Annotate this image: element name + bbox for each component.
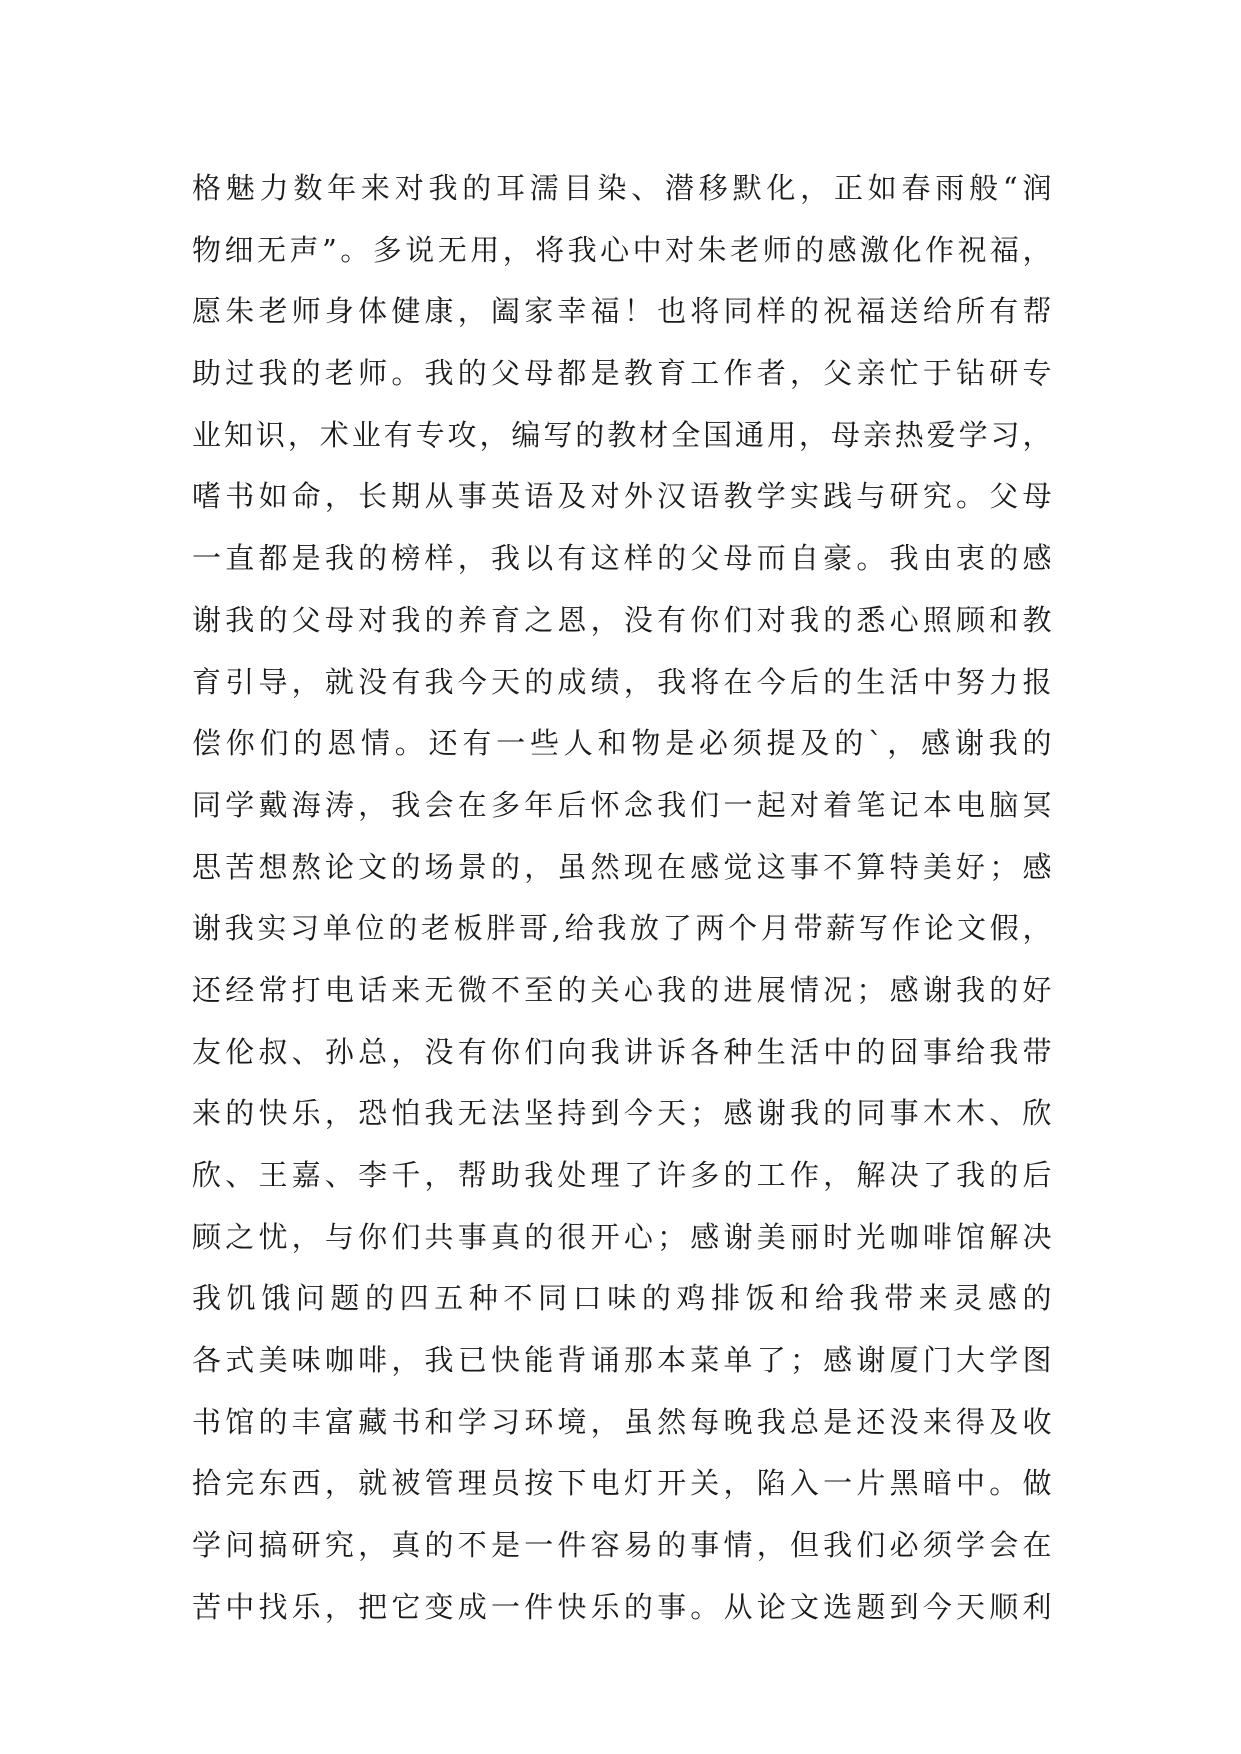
- body-paragraph: [192, 158, 1052, 1639]
- text-line: 友伦叔、孙总，没有你们向我讲诉各种生活中的囧事给我带: [192, 1034, 1052, 1069]
- text-line: 育引导，就没有我今天的成绩，我将在今后的生活中努力报: [192, 664, 1052, 699]
- text-line: 顾之忧，与你们共事真的很开心；感谢美丽时光咖啡馆解决: [192, 1219, 1052, 1254]
- text-line: 偿你们的恩情。还有一些人和物是必须提及的`，感谢我的: [192, 726, 1052, 761]
- text-line: 物细无声”。多说无用，将我心中对朱老师的感激化作祝福，: [192, 232, 1052, 267]
- text-line: 拾完东西，就被管理员按下电灯开关，陷入一片黑暗中。做: [192, 1466, 1052, 1501]
- text-line: 还经常打电话来无微不至的关心我的进展情况；感谢我的好: [192, 972, 1052, 1007]
- text-line: 嗜书如命，长期从事英语及对外汉语教学实践与研究。父母: [192, 479, 1052, 514]
- text-line: 思苦想熬论文的场景的，虽然现在感觉这事不算特美好；感: [192, 849, 1052, 884]
- text-line: 同学戴海涛，我会在多年后怀念我们一起对着笔记本电脑冥: [192, 787, 1052, 822]
- text-line: 来的快乐，恐怕我无法坚持到今天；感谢我的同事木木、欣: [192, 1096, 1052, 1131]
- text-line: 书馆的丰富藏书和学习环境，虽然每晚我总是还没来得及收: [192, 1404, 1052, 1439]
- text-line: 谢我实习单位的老板胖哥,给我放了两个月带薪写作论文假，: [192, 911, 1052, 946]
- text-line: 欣、王嘉、李千，帮助我处理了许多的工作，解决了我的后: [192, 1158, 1052, 1192]
- text-line: 苦中找乐，把它变成一件快乐的事。从论文选题到今天顺利: [192, 1589, 1052, 1624]
- text-line: 学问搞研究，真的不是一件容易的事情，但我们必须学会在: [192, 1528, 1052, 1563]
- text-line: 我饥饿问题的四五种不同口味的鸡排饭和给我带来灵感的: [192, 1281, 1052, 1316]
- text-line: 业知识，术业有专攻，编写的教材全国通用，母亲热爱学习，: [192, 417, 1052, 452]
- text-line: 谢我的父母对我的养育之恩，没有你们对我的悉心照顾和教: [192, 602, 1052, 637]
- text-line: 愿朱老师身体健康，阖家幸福！也将同样的祝福送给所有帮: [192, 294, 1052, 329]
- text-line: 各式美味咖啡，我已快能背诵那本菜单了；感谢厦门大学图: [192, 1343, 1052, 1378]
- text-line: 一直都是我的榜样，我以有这样的父母而自豪。我由衷的感: [192, 541, 1052, 576]
- text-line: 助过我的老师。我的父母都是教育工作者，父亲忙于钻研专: [192, 356, 1052, 391]
- text-line: 格魅力数年来对我的耳濡目染、潜移默化，正如春雨般“润: [192, 171, 1052, 205]
